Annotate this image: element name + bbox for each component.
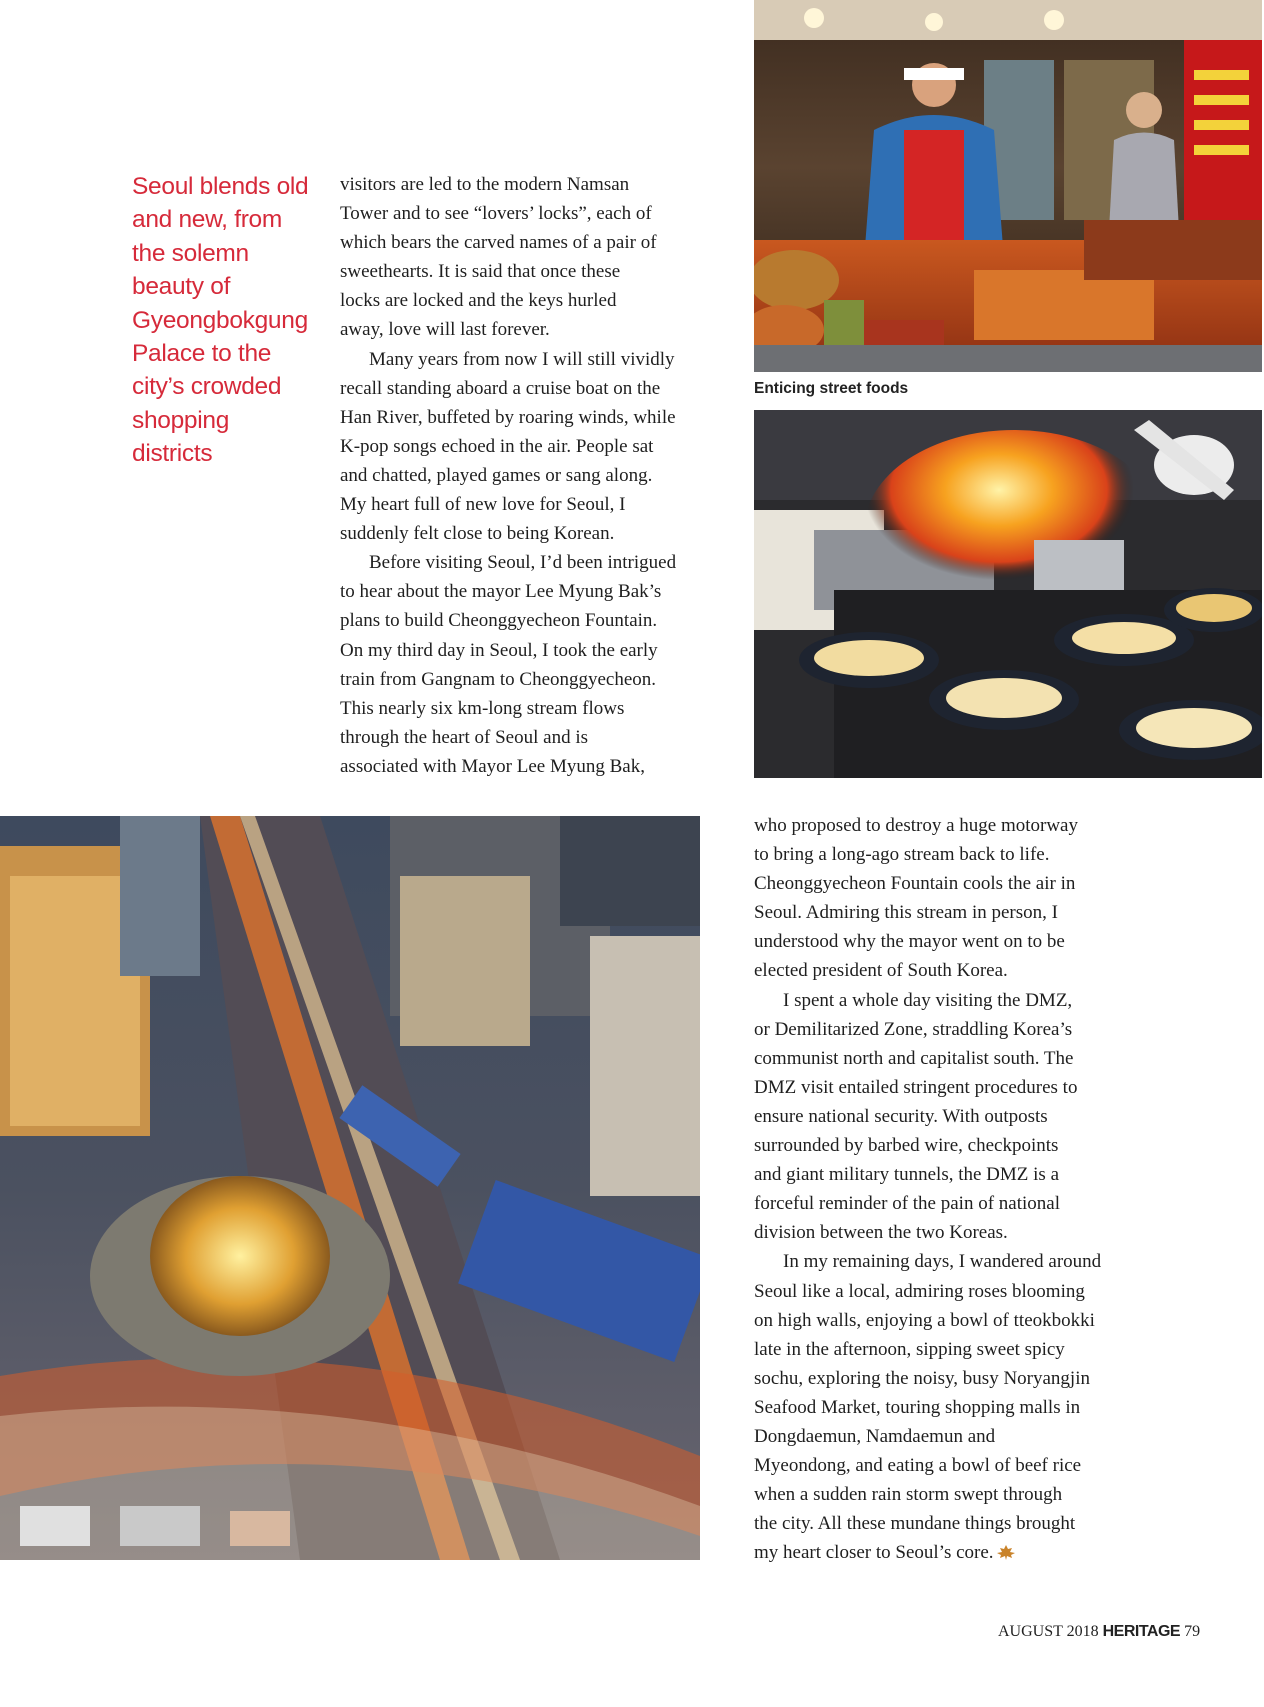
body-line: My heart full of new love for Seoul, I (340, 494, 626, 516)
body-line: In my remaining days, I wandered around (783, 1251, 1102, 1273)
body-line: and chatted, played games or sang along. (340, 464, 653, 486)
body-line: On my third day in Seoul, I took the early (340, 639, 658, 661)
pull-quote (132, 170, 317, 471)
body-line: sweethearts. It is said that once these (340, 261, 621, 283)
body-line: Seoul like a local, admiring roses blooming (754, 1280, 1085, 1302)
body-line: the city. All these mundane things brought (754, 1513, 1076, 1535)
page-folio (998, 1623, 1200, 1641)
body-line: Myeondong, and eating a bowl of beef rice (754, 1455, 1082, 1477)
body-line: plans to build Cheonggyecheon Fountain. (340, 610, 658, 632)
body-line: to bring a long-ago stream back to life. (754, 844, 1050, 866)
body-line: suddenly felt close to being Korean. (340, 523, 615, 545)
body-line: forceful reminder of the pain of national (754, 1193, 1060, 1215)
folio-page-number: 79 (1184, 1623, 1201, 1640)
body-line: Tower and to see “lovers’ locks”, each of (340, 203, 652, 225)
street-food-stall-image (754, 0, 1262, 372)
body-line: surrounded by barbed wire, checkpoints (754, 1135, 1059, 1157)
pull-quote-line: shopping (132, 406, 230, 434)
photo-caption: Enticing street foods (754, 380, 909, 397)
body-line: This nearly six km-long stream flows (340, 697, 625, 719)
body-line: and giant military tunnels, the DMZ is a (754, 1164, 1060, 1186)
flaming-seafood-grill-photo (754, 410, 1262, 778)
body-line: division between the two Koreas. (754, 1222, 1008, 1244)
body-line: Dongdaemun, Namdaemun and (754, 1425, 996, 1447)
flaming-seafood-grill-image (754, 410, 1262, 778)
body-column-1 (340, 170, 700, 781)
body-line: K-pop songs echoed in the air. People sat (340, 435, 654, 457)
pull-quote-line: and new, from (132, 206, 282, 234)
seoul-night-traffic-image (0, 816, 700, 1560)
body-line: or Demilitarized Zone, straddling Korea’s (754, 1018, 1073, 1040)
body-line: recall standing aboard a cruise boat on the (340, 377, 661, 399)
body-line-final-text: my heart closer to Seoul’s core. (754, 1542, 994, 1564)
body-line: through the heart of Seoul and is (340, 726, 589, 748)
body-line: who proposed to destroy a huge motorway (754, 815, 1078, 836)
body-line: associated with Mayor Lee Myung Bak, (340, 755, 645, 777)
pull-quote-line: districts (132, 440, 213, 468)
body-line: ensure national security. With outposts (754, 1105, 1048, 1127)
body-line: on high walls, enjoying a bowl of tteokbokki (754, 1309, 1095, 1331)
body-line: late in the afternoon, sipping sweet spicy (754, 1338, 1065, 1360)
body-line: Han River, buffeted by roaring winds, while (340, 406, 676, 428)
body-line: Seafood Market, touring shopping malls in (754, 1396, 1081, 1418)
folio-brand: HERITAGE (1102, 1623, 1181, 1640)
folio-date: AUGUST 2018 (998, 1623, 1099, 1640)
pull-quote-line: Palace to the (132, 340, 272, 368)
body-line: train from Gangnam to Cheonggyecheon. (340, 668, 657, 690)
pull-quote-line: Seoul blends old (132, 173, 309, 200)
pull-quote-line: the solemn (132, 239, 249, 267)
seoul-night-traffic-photo (0, 816, 700, 1560)
street-food-stall-photo (754, 0, 1262, 372)
body-line: visitors are led to the modern Namsan (340, 174, 630, 195)
body-column-2 (754, 811, 1129, 1567)
body-line: I spent a whole day visiting the DMZ, (783, 989, 1073, 1011)
body-line: Before visiting Seoul, I’d been intrigued (369, 552, 677, 574)
body-line: sochu, exploring the noisy, busy Noryangjin (754, 1367, 1090, 1389)
body-line: away, love will last forever. (340, 319, 550, 341)
body-line: communist north and capitalist south. The (754, 1047, 1074, 1069)
pull-quote-line: Gyeongbokgung (132, 306, 308, 334)
body-line: understood why the mayor went on to be (754, 931, 1065, 953)
body-line: locks are locked and the keys hurled (340, 290, 617, 312)
body-line: Seoul. Admiring this stream in person, I (754, 902, 1058, 924)
pull-quote-line: beauty of (132, 273, 231, 301)
pull-quote-line: city’s crowded (132, 373, 282, 401)
body-line-final (754, 1538, 1129, 1567)
body-line: to hear about the mayor Lee Myung Bak’s (340, 581, 662, 603)
body-line: Cheonggyecheon Fountain cools the air in (754, 873, 1076, 895)
maple-leaf-icon (996, 1544, 1016, 1560)
body-line: Many years from now I will still vividly (369, 348, 675, 370)
body-line: DMZ visit entailed stringent procedures to (754, 1076, 1078, 1098)
body-line: elected president of South Korea. (754, 960, 1008, 982)
body-line: which bears the carved names of a pair of (340, 232, 657, 254)
body-line: when a sudden rain storm swept through (754, 1484, 1063, 1506)
